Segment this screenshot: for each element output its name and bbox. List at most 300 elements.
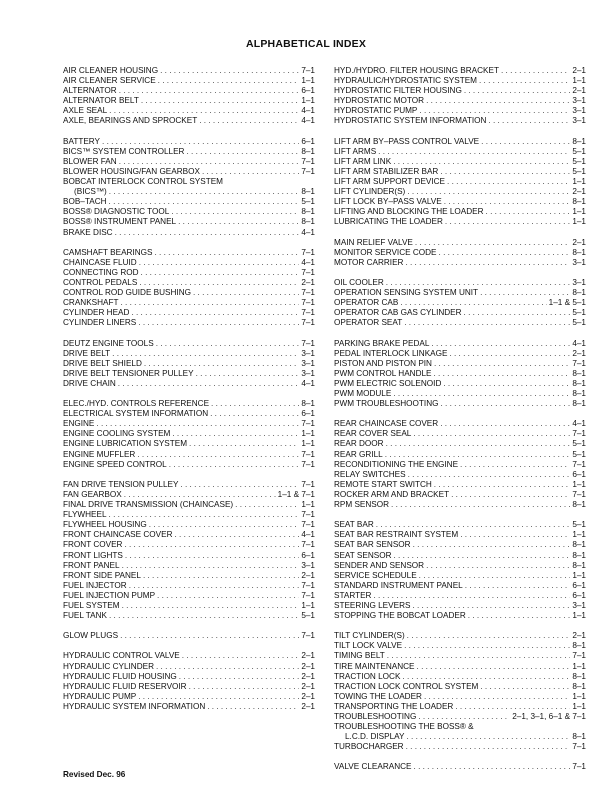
dot-leader — [119, 157, 300, 167]
index-entry — [63, 217, 315, 227]
index-entry-label: OPERATION SENSING SYSTEM UNIT — [334, 288, 479, 298]
index-entry-page: 7–1 — [301, 247, 315, 257]
index-entry-label: CYLINDER HEAD — [63, 308, 130, 318]
index-entry-label: FUEL TANK — [63, 611, 107, 621]
dot-leader — [443, 379, 570, 389]
index-entry — [334, 86, 586, 96]
dot-leader — [488, 116, 570, 126]
index-letter-group — [334, 137, 586, 228]
index-entry-label: TRACTION LOCK — [334, 671, 401, 681]
dot-leader — [124, 540, 299, 550]
index-entry — [63, 611, 315, 621]
index-entry-label: SEAT BAR RESTRAINT SYSTEM — [334, 530, 459, 540]
index-entry-page: 5–1 — [572, 520, 586, 530]
index-entry-label: CAMSHAFT BEARINGS — [63, 247, 153, 257]
index-entry-page: 7–1 — [301, 298, 315, 308]
index-entry — [334, 369, 586, 379]
index-entry — [334, 500, 586, 510]
index-entry-label: REAR COVER SEAL — [334, 429, 412, 439]
index-entry-page: 5–1 — [572, 166, 586, 176]
index-entry-page: 2–1 — [572, 348, 586, 358]
index-entry — [334, 137, 586, 147]
dot-leader — [196, 369, 300, 379]
index-entry-page: 7–1 — [301, 459, 315, 469]
index-entry-label: PARKING BRAKE PEDAL — [334, 338, 430, 348]
index-entry — [63, 147, 315, 157]
index-entry-label: HYDROSTATIC FILTER HOUSING — [334, 86, 462, 96]
index-entry-label: BRAKE DISC — [63, 227, 113, 237]
index-entry-page: 7–1 — [301, 166, 315, 176]
index-entry — [63, 702, 315, 712]
index-entry — [63, 530, 315, 540]
index-entry-page: 2–1 — [301, 570, 315, 580]
dot-leader — [415, 238, 570, 248]
dot-leader — [179, 672, 300, 682]
index-entry — [63, 651, 315, 661]
index-entry — [63, 672, 315, 682]
index-entry — [63, 510, 315, 520]
index-entry — [63, 288, 315, 298]
dot-leader — [120, 631, 299, 641]
index-entry-label: BATTERY — [63, 136, 101, 146]
index-entry — [334, 197, 586, 207]
index-entry-label: HYDROSTATIC SYSTEM INFORMATION — [334, 116, 487, 126]
dot-leader — [118, 379, 300, 389]
dot-leader — [129, 581, 300, 591]
dot-leader — [96, 419, 299, 429]
index-entry — [334, 157, 586, 167]
dot-leader — [460, 530, 570, 540]
index-entry — [334, 187, 586, 197]
index-entry — [334, 359, 586, 369]
index-entry-label: ALTERNATOR — [63, 86, 117, 96]
index-entry-page: 5–1 — [572, 156, 586, 166]
index-entry — [63, 480, 315, 490]
index-entry-page: 6–1 — [301, 86, 315, 96]
index-entry-label: BLOWER HOUSING/FAN GEARBOX — [63, 166, 200, 176]
index-entry — [334, 96, 586, 106]
dot-leader — [131, 308, 299, 318]
dot-leader — [109, 197, 300, 207]
index-entry-label: TILT CYLINDER(S) — [334, 631, 405, 641]
index-entry-label: LUBRICATING THE LOADER — [334, 217, 443, 227]
index-entry-page: 5–1 — [572, 449, 586, 459]
index-entry-label: FRONT LIGHTS — [63, 550, 123, 560]
index-entry-label: AIR CLEANER SERVICE — [63, 76, 156, 86]
dot-leader — [378, 147, 570, 157]
index-entry-label: OPERATOR SEAT — [334, 318, 403, 328]
index-entry-label: ENGINE SPEED CONTROL — [63, 459, 167, 469]
index-entry-page: 5–1 — [301, 611, 315, 621]
index-entry-label: RELAY SWITCHES — [334, 469, 406, 479]
index-entry-label: LIFT LOCK BY–PASS VALVE — [334, 197, 442, 207]
index-entry — [63, 207, 315, 217]
index-entry — [63, 450, 315, 460]
index-entry-page: 2–1 — [572, 187, 586, 197]
index-entry — [63, 500, 315, 510]
index-entry-page: 8–1 — [572, 641, 586, 651]
index-entry — [334, 419, 586, 429]
index-entry-page: 7–1 — [301, 580, 315, 590]
dot-leader — [408, 470, 571, 480]
dot-leader — [125, 551, 299, 561]
index-entry — [334, 561, 586, 571]
index-entry-page: 2–1 — [572, 86, 586, 96]
index-entry-page: 2–1 — [301, 277, 315, 287]
index-entry — [334, 682, 586, 692]
dot-leader — [121, 298, 300, 308]
dot-leader — [406, 742, 571, 752]
dot-leader — [143, 571, 299, 581]
index-entry-page: 6–1 — [572, 580, 586, 590]
index-entry-page: 4–1 — [301, 116, 315, 126]
index-entry-label: STARTER — [334, 590, 372, 600]
index-entry-label: OPERATOR CAB — [334, 298, 399, 308]
index-entry-page: 8–1 — [301, 217, 315, 227]
index-entry — [334, 480, 586, 490]
index-entry-label: BOB–TACH — [63, 197, 107, 207]
index-entry — [334, 551, 586, 561]
dot-leader — [424, 692, 570, 702]
index-entry-page: 5–1 — [572, 439, 586, 449]
index-entry-page: 8–1 — [572, 681, 586, 691]
index-entry-label: SEAT BAR — [334, 520, 374, 530]
index-entry-page: 8–1 — [572, 550, 586, 560]
index-entry — [334, 167, 586, 177]
dot-leader — [157, 591, 299, 601]
index-letter-group — [63, 480, 315, 621]
dot-leader — [393, 389, 570, 399]
index-entry-label: DRIVE BELT TENSIONER PULLEY — [63, 368, 194, 378]
index-entry-page: 3–1 — [572, 106, 586, 116]
index-entry-label: MOTOR CARRIER — [334, 257, 404, 267]
dot-leader — [402, 672, 570, 682]
index-entry-label: PWM MODULE — [334, 389, 392, 398]
index-entry-label: BOSS® DIAGNOSTIC TOOL — [63, 207, 170, 217]
index-entry — [63, 379, 315, 389]
index-entry-label: TRACTION LOCK CONTROL SYSTEM — [334, 681, 479, 691]
index-entry-page: 7–1 — [572, 429, 586, 439]
index-entry-page: 2–1 — [301, 701, 315, 711]
index-entry — [334, 298, 586, 308]
index-entry-label: LIFT CYLINDER(S) — [334, 187, 406, 197]
index-entry-page: 3–1 — [572, 600, 586, 610]
dot-leader — [406, 732, 570, 742]
index-entry — [63, 662, 315, 672]
index-entry-label: CHAINCASE FLUID — [63, 257, 137, 267]
dot-leader — [122, 601, 300, 611]
dot-leader — [468, 611, 571, 621]
index-entry-label: TURBOCHARGER — [334, 742, 404, 752]
index-entry-page: 6–1 — [301, 136, 315, 146]
index-entry — [63, 308, 315, 318]
index-letter-group — [63, 399, 315, 470]
index-entry — [334, 631, 586, 641]
index-entry — [63, 429, 315, 439]
index-entry-page: 1–1 — [572, 76, 586, 86]
index-entry — [334, 238, 586, 248]
index-entry-page: 3–1 — [301, 358, 315, 368]
dot-leader — [119, 86, 300, 96]
index-entry — [334, 651, 586, 661]
index-entry-label: CYLINDER LINERS — [63, 318, 137, 328]
index-entry — [334, 339, 586, 349]
index-entry-label: CONNECTING ROD — [63, 267, 139, 277]
dot-leader — [109, 187, 300, 197]
index-entry — [63, 248, 315, 258]
dot-leader — [172, 429, 299, 439]
index-entry-label: FRONT PANEL — [63, 560, 120, 570]
index-entry — [63, 520, 315, 530]
index-entry-label: FLYWHEEL — [63, 510, 107, 520]
index-entry-label: REMOTE START SWITCH — [334, 479, 432, 489]
index-entry-label: GLOW PLUGS — [63, 631, 119, 641]
dot-leader — [391, 500, 570, 510]
dot-leader — [102, 137, 299, 147]
dot-leader — [160, 66, 299, 76]
index-entry-label: REAR GRILL — [334, 449, 383, 459]
index-entry — [63, 551, 315, 561]
dot-leader — [202, 167, 299, 177]
index-entry-page: 7–1 — [301, 449, 315, 459]
index-entry-page: 8–1 — [572, 540, 586, 550]
index-entry-page: 8–1 — [301, 187, 315, 197]
index-entry — [334, 662, 586, 672]
index-entry — [334, 641, 586, 651]
index-letter-group — [63, 651, 315, 712]
index-entry — [334, 429, 586, 439]
dot-leader — [501, 66, 570, 76]
dot-leader — [445, 217, 570, 227]
dot-leader — [210, 409, 299, 419]
index-entry-page: 1–1 — [572, 661, 586, 671]
index-entry-page: 3–1 — [301, 348, 315, 358]
index-entry-label: PWM TROUBLESHOOTING — [334, 399, 439, 409]
index-entry — [334, 106, 586, 116]
index-entry-label: LIFT ARMS — [334, 146, 377, 156]
dot-leader — [169, 460, 300, 470]
index-entry-page: 4–1 — [301, 106, 315, 116]
dot-leader — [144, 359, 299, 369]
index-entry-page: 1–1 — [301, 96, 315, 106]
dot-leader — [417, 662, 571, 672]
index-entry — [63, 419, 315, 429]
index-entry-page: 2–1 — [572, 66, 586, 75]
index-entry — [63, 298, 315, 308]
index-entry — [334, 278, 586, 288]
index-entry-page: 7–1 — [301, 66, 315, 75]
dot-leader — [387, 651, 571, 661]
dot-leader — [400, 298, 546, 308]
dot-leader — [156, 662, 299, 672]
index-entry-label: TRANSPORTING THE LOADER — [334, 701, 454, 711]
index-entry-page: 6–1 — [572, 469, 586, 479]
index-entry-page: 7–1 — [301, 520, 315, 530]
index-entry-page: 8–1 — [572, 247, 586, 257]
index-entry-label: HYDRAULIC CONTROL VALVE — [63, 651, 180, 661]
index-entry — [334, 147, 586, 157]
dot-leader — [376, 520, 571, 530]
index-entry-page: 8–1 — [572, 399, 586, 409]
index-entry-page: 8–1 — [572, 378, 586, 388]
index-entry — [334, 116, 586, 126]
index-entry — [334, 308, 586, 318]
index-entry-label: BLOWER FAN — [63, 156, 117, 166]
dot-leader — [419, 106, 570, 116]
dot-leader — [112, 349, 299, 359]
dot-leader — [414, 762, 571, 772]
index-entry — [334, 540, 586, 550]
index-entry — [334, 288, 586, 298]
dot-leader — [440, 399, 570, 409]
index-entry-label: CRANKSHAFT — [63, 298, 119, 308]
dot-leader — [413, 429, 570, 439]
dot-leader — [138, 318, 299, 328]
index-entry-label: AXLE, BEARINGS AND SPROCKET — [63, 116, 198, 126]
index-entry-page: 4–1 — [301, 378, 315, 388]
index-entry-label: FRONT SIDE PANEL — [63, 570, 141, 580]
index-entry — [63, 571, 315, 581]
index-entry-label: DRIVE CHAIN — [63, 378, 116, 388]
dot-leader — [386, 278, 571, 288]
index-entry-label: STEERING LEVERS — [334, 600, 411, 610]
dot-leader — [426, 96, 570, 106]
index-entry-page: 1–1 — [572, 530, 586, 540]
index-entry-page: 8–1 — [572, 560, 586, 570]
dot-leader — [393, 157, 570, 167]
index-entry-page: 2–1 — [301, 661, 315, 671]
index-entry — [63, 197, 315, 207]
index-entry-label: LIFT ARM LINK — [334, 156, 392, 166]
index-entry-label: FRONT COVER — [63, 540, 123, 550]
index-letter-group — [334, 762, 586, 772]
index-entry — [63, 66, 315, 76]
index-entry — [63, 187, 315, 197]
dot-leader — [154, 248, 299, 258]
index-entry-label: TILT LOCK VALVE — [334, 641, 403, 651]
index-entry-page: 8–1 — [572, 500, 586, 510]
index-entry — [334, 530, 586, 540]
dot-leader — [149, 520, 300, 530]
index-entry-label: ENGINE — [63, 419, 95, 429]
index-entry-page: 8–1 — [572, 197, 586, 207]
index-letter-group — [334, 339, 586, 410]
index-entry-label: FUEL SYSTEM — [63, 600, 120, 610]
dot-leader — [407, 631, 571, 641]
index-entry-label: HYDRAULIC PUMP — [63, 691, 137, 701]
dot-leader — [447, 177, 570, 187]
dot-leader — [207, 702, 299, 712]
index-entry-label: HYD./HYDRO. FILTER HOUSING BRACKET — [334, 66, 499, 75]
dot-leader — [174, 530, 299, 540]
index-entry-label: LIFT ARM SUPPORT DEVICE — [334, 177, 446, 187]
index-entry-label: HYDRAULIC/HYDROSTATIC SYSTEM — [334, 76, 477, 86]
index-entry-label: RPM SENSOR — [334, 500, 390, 510]
index-entry — [63, 581, 315, 591]
index-entry-label: ENGINE COOLING SYSTEM — [63, 429, 171, 439]
index-entry-label: HYDRAULIC FLUID RESERVOIR — [63, 681, 187, 691]
index-entry-label: LIFT ARM STABILIZER BAR — [334, 166, 439, 176]
index-letter-group — [334, 238, 586, 268]
index-entry-page: 2–1 — [301, 671, 315, 681]
index-entry-page: 7–1 — [301, 318, 315, 328]
dot-leader — [419, 571, 571, 581]
index-entry-page: 7–1 — [572, 762, 586, 772]
index-entry-page: 1–1 — [572, 479, 586, 489]
index-entry-page: 2–1 — [572, 631, 586, 641]
index-entry-label: REAR CHAINCASE COVER — [334, 419, 439, 429]
index-entry — [63, 86, 315, 96]
index-entry-page: 1–1 — [301, 76, 315, 86]
dot-leader — [434, 369, 571, 379]
index-entry-page: 8–1 — [572, 368, 586, 378]
index-entry-page: 3–1 — [572, 116, 586, 126]
dot-leader — [404, 641, 570, 651]
index-letter-group — [334, 520, 586, 621]
index-entry-label: OIL COOLER — [334, 277, 384, 287]
dot-leader — [235, 500, 299, 510]
index-entry — [334, 177, 586, 187]
index-entry — [63, 228, 315, 238]
index-entry-page: 8–1 — [572, 671, 586, 681]
index-entry-label: HYDRAULIC CYLINDER — [63, 661, 154, 671]
index-entry-label: FLYWHEEL HOUSING — [63, 520, 147, 530]
index-entry-page: 4–1 — [572, 419, 586, 429]
index-entry-page: 1–1 — [301, 500, 315, 510]
index-entry-page: 4–1 — [301, 257, 315, 267]
index-entry-label: TIMING BELT — [334, 651, 385, 661]
index-entry-label: VALVE CLEARANCE — [334, 762, 412, 772]
index-entry — [334, 439, 586, 449]
index-entry-label: AXLE SEAL — [63, 106, 108, 116]
index-entry-label: FAN GEARBOX — [63, 489, 122, 499]
dot-leader — [211, 399, 299, 409]
dot-leader — [109, 510, 300, 520]
dot-leader — [440, 167, 570, 177]
dot-leader — [171, 207, 299, 217]
index-entry — [334, 692, 586, 702]
index-entry-page: 2–1 — [301, 651, 315, 661]
index-entry — [334, 672, 586, 682]
index-entry — [334, 591, 586, 601]
index-entry — [334, 702, 586, 712]
index-entry — [63, 591, 315, 601]
index-entry — [63, 177, 315, 187]
index-entry-label: AIR CLEANER HOUSING — [63, 66, 159, 75]
index-entry-page: 7–1 — [301, 419, 315, 429]
index-entry-page: 1–1 — [301, 439, 315, 449]
index-entry-page: 7–1 — [301, 631, 315, 641]
index-entry — [334, 470, 586, 480]
index-entry-label: PISTON AND PISTON PIN — [334, 358, 432, 368]
index-entry — [63, 631, 315, 641]
index-entry-page: 7–1 — [301, 510, 315, 520]
index-entry-page: 7–1 — [572, 489, 586, 499]
index-entry-page: 5–1 — [572, 146, 586, 156]
index-entry-page: 1–1 — [301, 429, 315, 439]
index-entry-page: 1–1 — [572, 207, 586, 217]
index-letter-group — [334, 419, 586, 510]
index-entry-page: 1–1 — [572, 570, 586, 580]
dot-leader — [434, 359, 570, 369]
index-entry-page: 7–1 — [572, 651, 586, 661]
index-entry — [63, 561, 315, 571]
dot-leader — [115, 228, 300, 238]
index-entry — [63, 157, 315, 167]
index-entry — [334, 571, 586, 581]
index-entry-label: ALTERNATOR BELT — [63, 96, 139, 106]
dot-leader — [480, 288, 570, 298]
